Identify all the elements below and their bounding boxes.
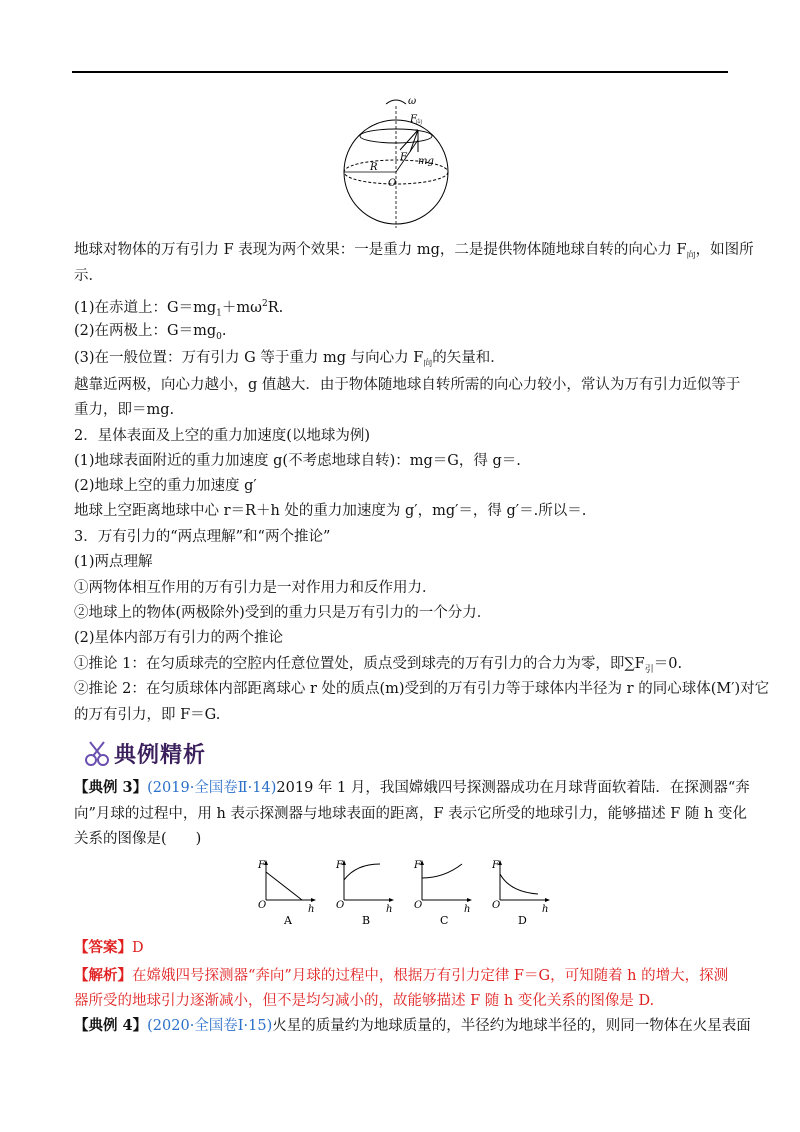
- text-line: (2)星体内部万有引力的两个推论: [74, 630, 284, 646]
- graph-option-d: [490, 858, 556, 928]
- f-sub-label: 向: [416, 119, 423, 126]
- omega-label: ω: [408, 96, 417, 107]
- option-label: B: [362, 914, 371, 927]
- svg-text:O: O: [492, 900, 501, 911]
- text-line: 地球对物体的万有引力 F 表现为两个效果：一是重力 mg，二是提供物体随地球自转的向心力 $F_向$，如图所: [74, 242, 754, 261]
- svg-text:O: O: [414, 900, 423, 911]
- force-label: F: [400, 152, 407, 163]
- text-line: 越靠近两极，向心力越小，g 值越大．由于物体随地球自转所需的向心力较小，常认为万有引力近似等于: [74, 377, 741, 393]
- section-heading: [84, 738, 206, 768]
- analysis-line1: 【解析】在嫦娥四号探测器“奔向”月球的过程中，根据万有引力定律 F＝G，可知随着 h 的增大，探测: [74, 967, 729, 984]
- text-line: (2)在两极上：$G=mg_0$.: [74, 323, 227, 342]
- option-label: D: [518, 914, 527, 927]
- analysis-line2: 器所受的地球引力逐渐减小，但不是均匀减小的，故能够描述 F 随 h 变化关系的图像是 D.: [74, 993, 655, 1009]
- example3-line1: 【典例 3】(2019·全国卷Ⅱ·14)2019 年 1 月，我国嫦娥四号探测器成功在月球背面软着陆．在探测器“奔: [74, 779, 750, 796]
- radius-label: R: [370, 162, 378, 173]
- svg-text:F: F: [414, 860, 421, 871]
- text-line: ①推论 1：在匀质球壳的空腔内任意位置处，质点受到球壳的万有引力的合力为零，即$\sum F_引=0$.: [74, 656, 683, 675]
- text-line: 2．星体表面及上空的重力加速度(以地球为例): [74, 428, 371, 444]
- f-label: F: [410, 114, 417, 125]
- svg-text:F: F: [258, 860, 265, 871]
- center-label: O: [388, 178, 397, 189]
- mg-label: mg: [418, 156, 434, 167]
- text-line: 地球上空距离地球中心 r＝R＋h 处的重力加速度为 g′，mg′＝，得 g′＝.所以＝.: [74, 503, 587, 519]
- text-line: (1)两点理解: [74, 554, 153, 570]
- section-heading-title: 典例精析: [114, 742, 207, 768]
- text-line: 的万有引力，即 F＝G.: [74, 707, 221, 723]
- example3-line2: 向”月球的过程中，用 h 表示探测器与地球表面的距离，F 表示它所受的地球引力，能够描述 F 随 h 变化: [74, 806, 747, 822]
- svg-text:h: h: [386, 904, 393, 915]
- text-line: ①两物体相互作用的万有引力是一对作用力和反作用力．: [74, 580, 437, 596]
- example4-line1: 【典例 4】(2020·全国卷Ⅰ·15)火星的质量约为地球质量的，半径约为地球半径的，则同一物体在火星表面: [74, 1017, 751, 1034]
- answer-line: 【答案】D: [74, 939, 144, 956]
- earth-sphere-figure: [330, 92, 470, 232]
- text-line: 示．: [74, 268, 103, 284]
- graph-option-a: [256, 858, 322, 928]
- svg-text:h: h: [542, 904, 549, 915]
- text-line: (1)地球表面附近的重力加速度 g(不考虑地球自转)：mg＝G，得 g＝.: [74, 453, 521, 469]
- text-line: ②地球上的物体(两极除外)受到的重力只是万有引力的一个分力．: [74, 605, 492, 621]
- scissors-icon: [84, 739, 110, 767]
- option-label: C: [440, 914, 449, 927]
- svg-text:F: F: [492, 860, 499, 871]
- text-line: ②推论 2：在匀质球体内部距离球心 r 处的质点(m)受到的万有引力等于球体内半径为 r 的同心球体(M′)对它: [74, 681, 770, 697]
- text-line: 3．万有引力的“两点理解”和“两个推论”: [74, 529, 331, 545]
- text-line: (1)在赤道上：$G=mg_1+m\omega^2R$.: [74, 299, 284, 319]
- header-rule: [72, 71, 728, 73]
- example3-line3: 关系的图像是( ): [74, 831, 202, 847]
- graph-option-c: [412, 858, 478, 928]
- graph-option-b: [334, 858, 400, 928]
- text-line: (2)地球上空的重力加速度 g′: [74, 478, 257, 494]
- svg-text:h: h: [308, 904, 315, 915]
- svg-text:O: O: [336, 900, 345, 911]
- text-line: 重力，即＝mg.: [74, 402, 175, 418]
- svg-text:h: h: [464, 904, 471, 915]
- text-line: (3)在一般位置：万有引力 G 等于重力 mg 与向心力 $F_向$的矢量和．: [74, 350, 505, 369]
- svg-text:O: O: [258, 900, 267, 911]
- option-label: A: [284, 914, 292, 927]
- svg-text:F: F: [336, 860, 343, 871]
